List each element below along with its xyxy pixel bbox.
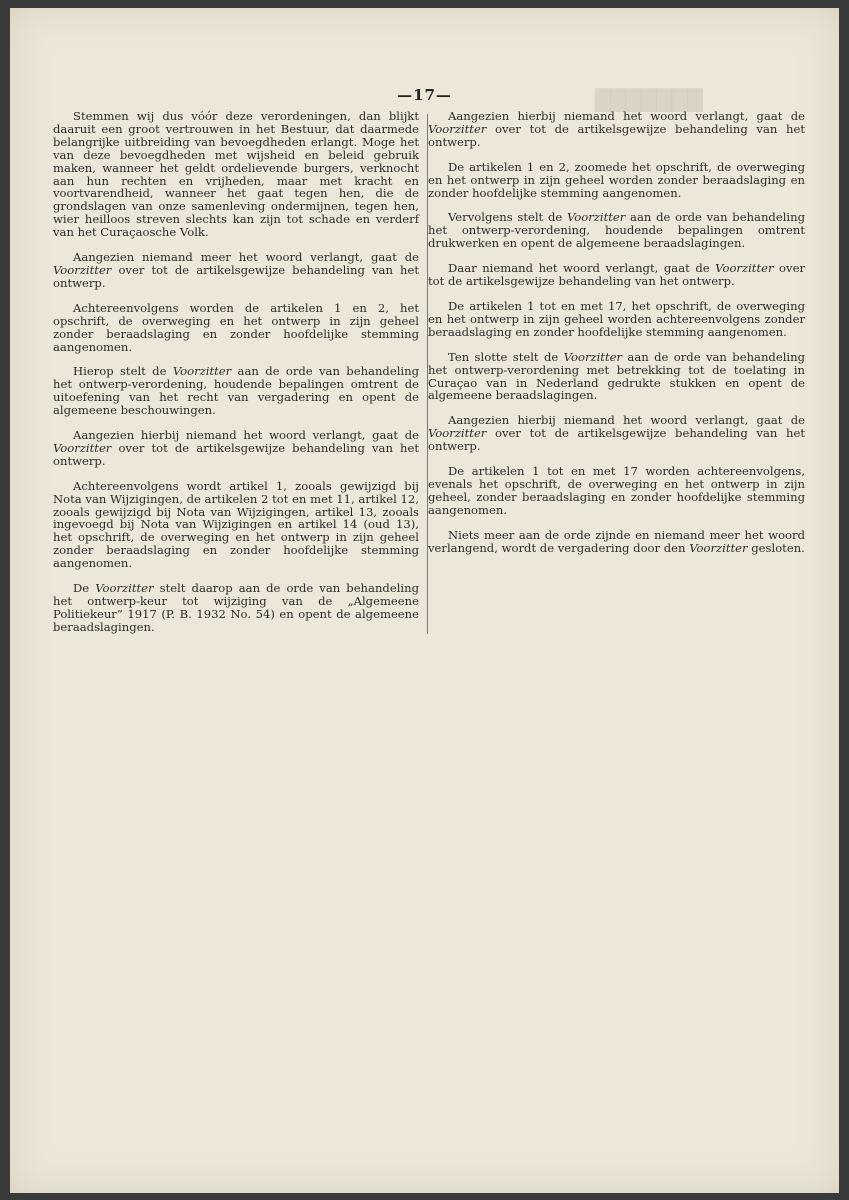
document-page: [10, 8, 839, 1193]
paragraph-text: Achtereenvolgens wordt artikel 1, zooals gewijzigd bij Nota van Wijzigingen, de artikelen 2 tot en met 11, artikel 12, zooals gewijzigd bij Nota van Wijzigingen, artikel 13, zooals ingevoegd bij Nota van Wijzigingen en artikel 14 (oud 13), het opschrift, de overweging en het ontwerp in zijn geheel zonder beraadslaging en zonder hoofdelijke stemming aangenomen.: [53, 478, 419, 571]
paragraph-text: over tot de artikelsgewijze behandeling van het ontwerp.: [53, 440, 419, 468]
paragraph: [53, 429, 419, 468]
paragraph-text: Stemmen wij dus vóór deze verordeningen, dan blijkt daaruit een groot vertrouwen in het Bestuur, dat daarmede belangrijke uitbreiding van bevoegdheden erlangt. Moge het van deze bevoegdheden met wijsheid en beleid gebruik maken, wanneer het geldt ordelievende burgers, verknocht aan hun rechten en vrijheden, maar met kracht en voortvarendheid, wanneer het gaat tegen hen, die de grondslagen van onze samenleving ondermijnen, tegen hen, wier heilloos streven slechts kan zijn tot schade en verderf van het Curaçaosche Volk.: [53, 109, 419, 240]
italic-term: Voorzitter: [53, 262, 112, 277]
paragraph-text: stelt daarop aan de orde van behandeling het ontwerp-keur tot wijziging van de „Algemeene Politiekeur” 1917 (P. B. 1932 No. 54) en opent de algemeene beraadslagingen.: [53, 581, 419, 634]
paragraph-text: aan de orde van behandeling het ontwerp-verordening, houdende bepalingen omtrent de uitoefening van het recht van vergadering en opent de algemeene beschouwingen.: [53, 364, 419, 418]
paragraph: [428, 211, 805, 250]
paragraph-text: Aangezien hierbij niemand het woord verlangt, gaat de: [448, 413, 805, 428]
paragraph: [53, 365, 419, 417]
paragraph: [53, 302, 419, 354]
paragraph-text: Aangezien niemand meer het woord verlangt, gaat de: [73, 250, 419, 265]
paragraph: [428, 110, 805, 149]
paragraph-text: De artikelen 1 tot en met 17 worden achtereenvolgens, evenals het opschrift, de overweging en het ontwerp in zijn geheel, zonder beraadslaging en zonder hoofdelijke stemming aangenomen.: [428, 464, 805, 517]
paragraph-text: Vervolgens stelt de: [448, 210, 567, 225]
paragraph-text: Ten slotte stelt de: [448, 349, 564, 364]
italic-term: Voorzitter: [172, 364, 232, 379]
paragraph: [428, 465, 805, 517]
left-column: [53, 110, 419, 646]
paragraph-text: over tot de artikelsgewijze behandeling van het ontwerp.: [428, 121, 805, 149]
paragraph-text: Achtereenvolgens worden de artikelen 1 en 2, het opschrift, de overweging en het ontwerp in zijn geheel zonder beraadslaging en zonder hoofdelijke stemming aangenomen.: [53, 300, 419, 354]
paragraph: [53, 480, 419, 570]
paragraph-text: De artikelen 1 en 2, zoomede het opschrift, de overweging en het ontwerp in zijn geheel worden zonder beraadslaging en zonder hoofdelijke stemming aangenomen.: [428, 159, 805, 200]
page-number: —17—: [397, 86, 452, 104]
paragraph-text: over tot de artikelsgewijze behandeling van het ontwerp.: [428, 261, 805, 289]
paragraph-text: over tot de artikelsgewijze behandeling van het ontwerp.: [428, 426, 805, 454]
italic-term: Voorzitter: [95, 581, 154, 596]
italic-term: Voorzitter: [428, 426, 487, 441]
italic-term: Voorzitter: [563, 349, 623, 364]
paragraph: [428, 300, 805, 339]
bleed-through-mark: ███████: [595, 88, 703, 112]
paragraph: [53, 251, 419, 290]
paragraph-text: De artikelen 1 tot en met 17, het opschrift, de overweging en het ontwerp in zijn geheel worden achtereenvolgens zonder beraadslaging en zonder hoofdelijke stemming aangenomen.: [428, 298, 805, 339]
paragraph-text: Hierop stelt de: [73, 364, 173, 379]
paragraph: [53, 110, 419, 239]
paragraph-text: gesloten.: [747, 540, 805, 555]
paragraph-text: Niets meer aan de orde zijnde en niemand meer het woord verlangend, wordt de vergadering door den: [428, 527, 805, 555]
italic-term: Voorzitter: [53, 440, 112, 455]
paragraph: [428, 529, 805, 555]
paragraph: [428, 351, 805, 403]
paragraph-text: Aangezien hierbij niemand het woord verlangt, gaat de: [73, 428, 419, 443]
italic-term: Voorzitter: [715, 261, 774, 276]
paragraph-text: De: [73, 581, 96, 596]
paragraph-text: Daar niemand het woord verlangt, gaat de: [448, 261, 716, 276]
paragraph: [428, 414, 805, 453]
right-column: [428, 110, 805, 566]
paragraph-text: over tot de artikelsgewijze behandeling van het ontwerp.: [53, 262, 419, 290]
paragraph: [53, 582, 419, 634]
italic-term: Voorzitter: [566, 210, 626, 225]
italic-term: Voorzitter: [428, 121, 487, 136]
paragraph: [428, 161, 805, 200]
paragraph-text: Aangezien hierbij niemand het woord verlangt, gaat de: [448, 109, 805, 123]
paragraph-text: aan de orde van behandeling het ontwerp-verordening met betrekking tot de toelating in Curaçao van in Nederland gedrukte stukken en opent de algemeene beraadslagingen.: [428, 349, 806, 403]
paragraph-text: aan de orde van behandeling het ontwerp-verordening, houdende bepalingen omtrent drukwerken en opent de algemeene beraadslagingen.: [428, 210, 806, 251]
paragraph: [428, 262, 805, 288]
italic-term: Voorzitter: [689, 540, 748, 555]
